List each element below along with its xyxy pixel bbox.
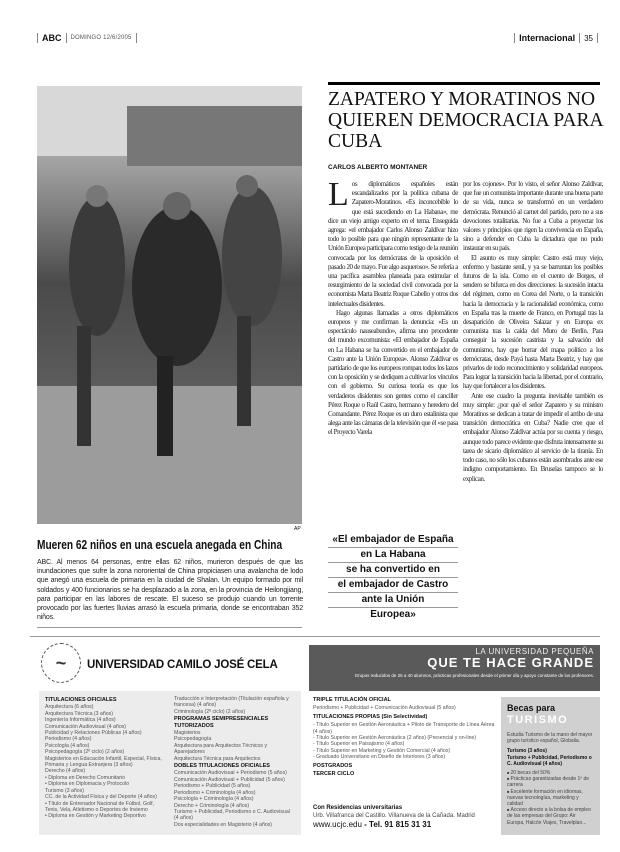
- ad-program-item: Turismo + Publicidad, Periodismo o C. Audiovisual (4 años): [174, 808, 290, 822]
- ad-program-item: Periodismo + Publicidad + Comunicación Audiovisual (5 años): [313, 705, 456, 712]
- ad-program-item: - Título Superior en Paisajismo (4 años): [313, 741, 405, 748]
- ad-program-item: Periodismo + Publicidad (5 años): [174, 783, 251, 790]
- ad-program-item: Dos especialidades en Magisterio (4 años): [174, 821, 273, 828]
- paragraph: Hago algunas llamadas a otros diplomáticos europeos y me confirman la denuncia: «Es un espectáculo nauseabundo», afirma uno procedente del mundo excomunista: «El embajador de España en La Habana se ha convertido en el embajador de Castro ante la Unión Europea». Alonso Zaldívar es partidario de que los europeos rompan todos los lazos con la oposición y se dediquen a cultivar los vínculos con el gobierno. Su curiosa teoría es que los verdaderos disidentes son gentes como el canciller Pérez Roque o Raúl Castro, hermano y heredero del Comandante. Pérez Roque es un duro estalinista que alega ante las cámaras de la televisión que él «se pasa el Proyecto Varela: [328, 308, 458, 437]
- ad-banner-line2: QUE TE HACE GRANDE: [427, 655, 594, 670]
- becas-item: ■ 20 becas del 50%: [507, 770, 594, 776]
- ad-program-item: Derecho (4 años): [45, 768, 86, 775]
- ad-program-item: - Título Superior en Gestión Aeronáutica + Piloto de Transporte de Línea Aérea (4 años): [313, 722, 495, 735]
- ad-heading: PROGRAMAS SEMIPRESENCIALES TUTORIZADOS: [174, 716, 269, 729]
- ad-banner-line1: LA UNIVERSIDAD PEQUEÑA: [475, 647, 594, 656]
- paragraph: Los diplomáticos españoles están escandalizados por la política cubana de Zapatero-Moratinos. «Es inconcebible lo que está sucediendo en La Habana», me dice un viejo amigo experto en el tema. Enseguida agrega: «el embajador Carlos Alonso Zaldívar hizo todo lo posible para que ningún representante de la Unión Europea participara como testigo de la reunión convocada por los demócratas de la oposición el pasado 20 de mayo. Fue algo asqueroso». Se refería a una pacífica asamblea planeada para estimular el resurgimiento de la sociedad civil convocada por la economista Marta Beatriz Roque Cabello y otros dos intelectuales disidentes.: [328, 176, 458, 308]
- pull-quote-line: en La Habana: [328, 548, 458, 563]
- ad-program-item: Comunicación Audiovisual (4 años): [45, 723, 127, 730]
- advertisement[interactable]: [37, 641, 600, 841]
- brief-headline: Mueren 62 niños en una escuela anegada en China: [37, 537, 283, 552]
- ad-program-item: Psicología (4 años): [45, 742, 90, 749]
- ad-residences: Con Residencias universitarias: [313, 805, 403, 811]
- ad-program-item: Psicología + Criminología (4 años): [174, 796, 254, 803]
- article-column-2: [463, 180, 603, 484]
- ad-heading: TITULACIONES OFICIALES: [45, 697, 117, 703]
- ad-program-item: • Diploma en Gestión y Marketing Deportivo: [45, 813, 146, 820]
- ad-program-item: Magisterios en Educación Infantil, Especial, Física, Primaria y Lengua Extranjera (3 años): [45, 755, 162, 769]
- ad-programs-box: [39, 691, 301, 835]
- ad-program-item: Turismo (3 años): [45, 787, 85, 794]
- becas-title: Becas para: [507, 703, 556, 713]
- paragraph: Ante ese cuadro la pregunta inevitable también es muy simple: ¿por qué el señor Zapatero y su ministro Moratinos se dedican a tratar de impedir el arribo de una transición democrática en Cuba? Nadie cree que el embajador Alonso Zaldívar actúa por su cuenta y riesgo, aunque todo parece evidente que disfruta intensamente su tarea de sicario diplomático al servicio de la tiranía. En todo caso, no sólo los cubanos están asombrados ante ese indigno comportamiento. En Bruselas tampoco se lo explican.: [463, 391, 603, 483]
- ad-program-item: CC. de la Actividad Física y del Deporte (4 años): [45, 794, 157, 801]
- page-header: [37, 33, 598, 45]
- ad-program-item: Arquitectura Técnica (3 años): [45, 710, 113, 717]
- becas-course: Turismo + Publicidad, Periodismo o C. Audiovisual (4 años): [507, 754, 592, 767]
- ad-program-item: Traducción e Interpretación (Titulación española y francesa) (4 años): [174, 696, 289, 709]
- ad-program-item: - Título Superior en Marketing y Gestión Comercial (4 años): [313, 747, 451, 754]
- becas-item: ■ Prácticas garantizadas desde 1º de carrera: [507, 776, 594, 788]
- becas-course: Turismo (3 años): [507, 748, 547, 755]
- ad-program-item: Arquitectura (6 años): [45, 704, 94, 711]
- photo-credit: AP: [294, 526, 301, 532]
- ad-heading: TITULACIONES PROPIAS (Sin Selectividad): [313, 713, 428, 720]
- ad-program-item: Arquitectura Técnica para Arquitectos: [174, 755, 261, 762]
- becas-item: ■ Acceso directo a la bolsa de empleo de las empresas del Grupo: Air Europa, Halcón Viajes, Travelplan...: [507, 807, 594, 826]
- ad-program-item: Comunicación Audiovisual + Periodismo (5 años): [174, 770, 287, 777]
- ad-program-item: - Graduado Universitario en Diseño de Interiores (3 años): [313, 754, 446, 761]
- pull-quote-line: ante la Unión: [328, 593, 458, 608]
- ad-program-item: • Diploma en Derecho Comunitario: [45, 774, 125, 781]
- university-seal-icon: ~: [41, 643, 81, 683]
- ad-heading: TERCER CICLO: [313, 771, 355, 778]
- ad-programs-middle: [313, 695, 495, 779]
- section-name: Internacional: [519, 33, 576, 43]
- ad-program-item: Periodismo + Criminología (4 años): [174, 789, 256, 796]
- byline: CARLOS ALBERTO MONTANER: [328, 164, 428, 171]
- ad-heading: POSTGRADOS: [313, 762, 353, 769]
- becas-subtitle: TURISMO: [507, 714, 569, 726]
- ad-program-item: • Diploma en Diplomacia y Protocolo: [45, 781, 129, 788]
- pull-quote-line: se ha convertido en: [328, 563, 458, 578]
- ad-program-item: Derecho + Criminología (4 años): [174, 802, 250, 809]
- ad-program-item: Comunicación Audiovisual + Publicidad (5 años): [174, 776, 285, 783]
- ad-website-link[interactable]: www.ucjc.edu: [313, 820, 362, 829]
- ad-program-item: - Título Superior en Gestión Aeronáutica (2 años) (Presencial y on-line): [313, 735, 477, 742]
- ad-program-item: Publicidad y Relaciones Públicas (4 años): [45, 730, 142, 737]
- article-column-1: [328, 176, 458, 622]
- ad-address: Urb. Villafranca del Castillo. Villanueva de la Cañada. Madrid: [313, 812, 475, 819]
- news-photo: [37, 86, 302, 524]
- ad-scholarship-box: [501, 697, 600, 835]
- ad-program-item: Arquitectura para Arquitectos Técnicos y Aparejadores: [174, 742, 268, 756]
- article-headline: ZAPATERO Y MORATINOS NO QUIEREN DEMOCRACIA PARA CUBA: [328, 89, 603, 152]
- brief-text: ABC. Al menos 64 personas, entre ellas 62 niños, murieron después de que las inundaciones que sufre la zona nororiental de China propiciasen una avalancha de lodo que anegó una escuela de primaria en la ciudad de Shalan. Un equipo formado por mil soldados y 400 funcionarios se ha desplazado a la zona, en la provincia de Heilongjiang, para participar en las labores de rescate. El suceso se produjo cuando un torrente provocado por las fuertes lluvias arrasó la escuela primaria, donde se encontraban 352 niños.: [37, 559, 303, 622]
- ad-program-item: Ingeniería Informática (4 años): [45, 717, 116, 724]
- pull-quote-line: el embajador de Castro: [328, 578, 458, 593]
- ad-program-item: Criminología (2º ciclo) (2 años): [174, 708, 246, 715]
- becas-intro: Estudia Turismo de la mano del mayor grupo turístico español, Globalia.: [507, 732, 593, 745]
- paragraph: El asunto es muy simple: Castro está muy viejo, enfermo y bastante senil, y ya se barruntan los posibles futuros de la isla. Como en el cuento de Borges, el sendero se bifurca en dos direcciones: la sucesión intacta del régimen, como en Corea del Norte, o la transición hacia la democracia y la racionalidad económica, como en España tras la muerte de Franco, en Portugal tras la desaparición de Oliveira Salazar y en Europa ex comunista tras la caída del Muro de Berlín. Para conseguir la sucesión castrista y la salvación del comunismo, hay que borrar del mapa político a los demócratas, desde Payá hasta Marta Beatriz, y hay que privarlos de todo reconocimiento y solidaridad europeos. Para lograr la transición hacia la libertad, por el contrario, hay que fortalecer a los disidentes.: [463, 253, 603, 391]
- ad-university-name: UNIVERSIDAD CAMILO JOSÉ CELA: [87, 659, 278, 671]
- ad-divider: [30, 636, 600, 637]
- page-number: 35: [584, 33, 593, 43]
- pull-quote: [328, 533, 458, 622]
- pull-quote-line: Europea»: [370, 609, 416, 620]
- pull-quote-line: «El embajador de España: [328, 533, 458, 548]
- date: DOMINGO 12/6/2005: [70, 35, 132, 41]
- ad-program-item: Magisterios: [174, 730, 201, 737]
- ad-phone: - Tel. 91 815 31 31: [361, 820, 432, 829]
- ad-banner: [309, 645, 600, 691]
- ad-program-item: • Título de Entrenador Nacional de Fútbol, Golf, Tenis, Vela, Atletismo o Deportes de Invierno: [45, 800, 154, 813]
- ad-heading: TRIPLE TITULACIÓN OFICIAL: [313, 697, 391, 703]
- ad-program-item: Psicopedagogía: [174, 736, 212, 743]
- ad-contact: [313, 805, 475, 831]
- ad-banner-line3: Grupos reducidos de 25 a 40 alumnos, prácticas profesionales desde el primer día y apoyo constante de los profesores.: [354, 673, 594, 678]
- ad-program-item: Psicopedagogía (2º ciclo) (2 años): [45, 749, 125, 756]
- headline-rule: [328, 82, 600, 85]
- becas-item: ■ Excelente formación en idiomas, nuevas tecnologías, marketing y calidad: [507, 789, 594, 808]
- ad-program-item: Periodismo (4 años): [45, 736, 92, 743]
- divider: [37, 627, 302, 628]
- paragraph: por los cojones». Por lo visto, el señor Alonso Zaldívar, que fue un comunista importante durante una buena parte de su vida, nunca se transformó en un verdadero demócrata. Renunció al carnet del partido, pero no a sus devociones totalitarias. No fue a Cuba a proyectar los valores y principios que rigen la convivencia en España, sino a defender en Cuba la dictadura que no pudo instaurar en su país.: [463, 180, 603, 253]
- brand: ABC: [42, 33, 62, 43]
- drop-cap: L: [328, 176, 349, 213]
- ad-heading: DOBLES TITULACIONES OFICIALES: [174, 763, 270, 770]
